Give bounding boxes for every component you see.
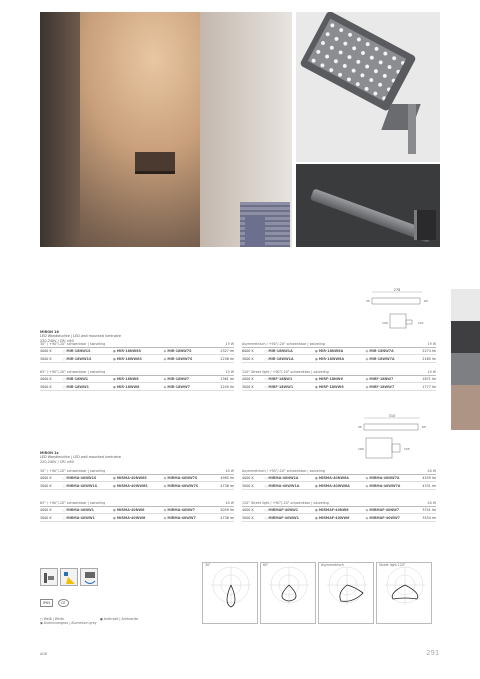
svg-text:310: 310 (388, 414, 396, 418)
product1-name: MIRON 16 (40, 330, 59, 334)
product2-voltage: 220-240V / CRI >80 (40, 459, 74, 464)
svg-text:121: 121 (418, 321, 424, 325)
svg-text:140: 140 (382, 321, 388, 325)
table-row: 3000 K ○MIRMA-40WW1A ●MIRMA-40WW6A ◉MIRMA-40WW7A 4331 lm (242, 482, 436, 489)
ip65-badge: IP65 (40, 599, 53, 607)
product1-type: LED Wandleuchte | LED wall mounted luminaire (40, 334, 121, 339)
wall-fixture (135, 152, 175, 174)
table-row: 4000 K ○MIRMA-40NW1S ●MIRMA-40NW6S ◉MIRMA-40NW7S 4985 lm (40, 475, 234, 482)
svg-text:65: 65 (422, 425, 426, 429)
table-row: 3000 K ○MIRF-18WW1 ●MIRF-18WW6 ◉MIRF-18WW7 1777 lm (242, 383, 436, 390)
svg-text:190: 190 (358, 447, 364, 451)
p1-table-65: 65° / +90°/-20° schwenkbar | swiveling 19 W 4000 K ○MIR-18NW1 ●MIR-18NW6 ◉MIR-18NW7 2361 lm 3000 K ○MIR-18WW1 ●MIR-18WW6 ◉MIR-18WW7 2249 lm (40, 369, 234, 391)
table-row: 3000 K ○MIR-18WW1 ●MIR-18WW6 ◉MIR-18WW7 2249 lm (40, 383, 234, 390)
product2-name: MIRON 1s (40, 451, 59, 455)
swivel-icon (80, 568, 98, 586)
p1-table-30: 30° / +90°/-20° schwenkbar | swiveling 19 W 4000 K ○MIR-18NW1S ●MIR-18NW6S ◉MIR-18NW7S 2327 lm 3000 K ○MIR-18WW1S ●MIR-18WW6S ◉MIR-18WW7S 2256 lm (40, 341, 234, 363)
p1-table-asym: Asymmetrisch / +90°/-20° schwenkbar | swiveling 19 W 6000 K ○MIR-18NW1A ●MIR-18NW6A ◉MIR-18NW7A 2274 lm 3000 K ○MIR-18WW1A ●MIR-18WW6A ◉MIR-18WW7A 2165 lm (242, 341, 436, 363)
product2-header (40, 451, 121, 464)
svg-text:35: 35 (366, 299, 370, 303)
table-row: 4000 K ○MIR-18NW1S ●MIR-18NW6S ◉MIR-18NW7S 2327 lm (40, 348, 234, 355)
table-row: 3000 K ○MIRMA-40WW1S ●MIRMA-40WW6S ◉MIRMA-40WW7S 4736 lm (40, 482, 234, 489)
product2-type: LED Wandleuchte | LED wall mounted luminaire (40, 455, 121, 460)
polar-diagram-65: 65° (260, 562, 316, 624)
polar-diagram-street: Street light 120° (376, 562, 432, 624)
table-row: 4000 K ○MIRMAF-40NW1 ●MIRMAF-40NW6 ◉MIRMAF-40NW7 3741 lm (242, 507, 436, 514)
svg-text:155: 155 (404, 447, 410, 451)
p1-table-street: 120° Street light / +90°/-20° schwenkbar | swiveling 19 W 4000 K ○MIRF-18NW1 ●MIRF-18NW6 ◉MIRF-18NW7 1871 lm 3000 K ○MIRF-18WW1 ●MIRF-18WW6 ◉MIRF-18WW7 1777 lm (242, 369, 436, 391)
room-wall-light-photo (40, 12, 292, 247)
footer-brand: AGB (40, 652, 47, 656)
polar-diagram-asym: Asymmetrisch (318, 562, 374, 624)
ce-badge: CE (58, 599, 69, 607)
table-row: 3000 K ○MIR-18WW1A ●MIR-18WW6A ◉MIR-18WW7A 2165 lm (242, 355, 436, 362)
table-row: 4000 K ○MIRMA-40NW1A ●MIRMA-40NW6A ◉MIRMA-40NW7A 4559 lm (242, 475, 436, 482)
table-row: 4000 K ○MIRMA-40NW1 ●MIRMA-40NW6 ◉MIRMA-40NW7 5059 lm (40, 507, 234, 514)
wall-mount-icon (40, 568, 58, 586)
led-beam-icon (60, 568, 78, 586)
svg-text:35: 35 (358, 425, 362, 429)
table-row: 4000 K ○MIRF-18NW1 ●MIRF-18NW6 ◉MIRF-18NW7 1871 lm (242, 376, 436, 383)
swatch-bronze (451, 385, 480, 430)
led-luminaire-photo (296, 12, 440, 162)
p2-table-30: 30° / +90°/-20° schwenkbar | swiveling 40 W 4000 K ○MIRMA-40NW1S ●MIRMA-40NW6S ◉MIRMA-40NW7S 4985 lm 3000 K ○MIRMA-40WW1S ●MIRMA-40WW6S ◉MIRMA-40WW7S 4736 lm (40, 468, 234, 490)
p2-table-asym: Asymmetrisch / +90°/-20° schwenkbar | swiveling 40 W 4000 K ○MIRMA-40NW1A ●MIRMA-40NW6A ◉MIRMA-40NW7A 4559 lm 3000 K ○MIRMA-40WW1A ●MIRMA-40WW6A ◉MIRMA-40WW7A 4331 lm (242, 468, 436, 490)
legend-white: ○ Weiß | White (40, 617, 64, 621)
luminaire-side-photo (296, 164, 440, 247)
polar-diagram-30: 30° (202, 562, 258, 624)
dimension-drawing-2 (352, 414, 440, 466)
svg-text:63: 63 (424, 299, 428, 303)
finish-legend (40, 617, 139, 626)
p2-table-65: 65° / +90°/-20° schwenkbar | swiveling 40 W 4000 K ○MIRMA-40NW1 ●MIRMA-40NW6 ◉MIRMA-40NW7 5059 lm 3000 K ○MIRMA-40WW1 ●MIRMA-40WW6 ◉MIRMA-40WW7 4736 lm (40, 500, 234, 522)
p2-table-street: 120° Street light / +90°/-20° schwenkbar | swiveling 40 W 4000 K ○MIRMAF-40NW1 ●MIRMAF-40NW6 ◉MIRMAF-40NW7 3741 lm 3000 K ○MIRMAF-40WW1 ●MIRMAF-40WW6 ◉MIRMAF-40WW7 3554 lm (242, 500, 436, 522)
page-number: 291 (426, 649, 440, 657)
legend-anthracite: ● Anthrazit | Anthracite (100, 617, 139, 621)
table-row: 4000 K ○MIR-18NW1 ●MIR-18NW6 ◉MIR-18NW7 2361 lm (40, 376, 234, 383)
dimension-drawing-1 (360, 288, 440, 334)
product1-voltage: 220-240V / CRI >80 (40, 338, 74, 343)
table-row: 3000 K ○MIRMA-40WW1 ●MIRMA-40WW6 ◉MIRMA-40WW7 4736 lm (40, 514, 234, 521)
legend-aluminium: ◉ Aluminiumgrau | Aluminium grey (40, 621, 97, 626)
svg-text:278: 278 (393, 288, 401, 292)
table-row: 3000 K ○MIR-18WW1S ●MIR-18WW6S ◉MIR-18WW7S 2256 lm (40, 355, 234, 362)
table-row: 6000 K ○MIR-18NW1A ●MIR-18NW6A ◉MIR-18NW7A 2274 lm (242, 348, 436, 355)
table-row: 3000 K ○MIRMAF-40WW1 ●MIRMAF-40WW6 ◉MIRMAF-40WW7 3554 lm (242, 514, 436, 521)
